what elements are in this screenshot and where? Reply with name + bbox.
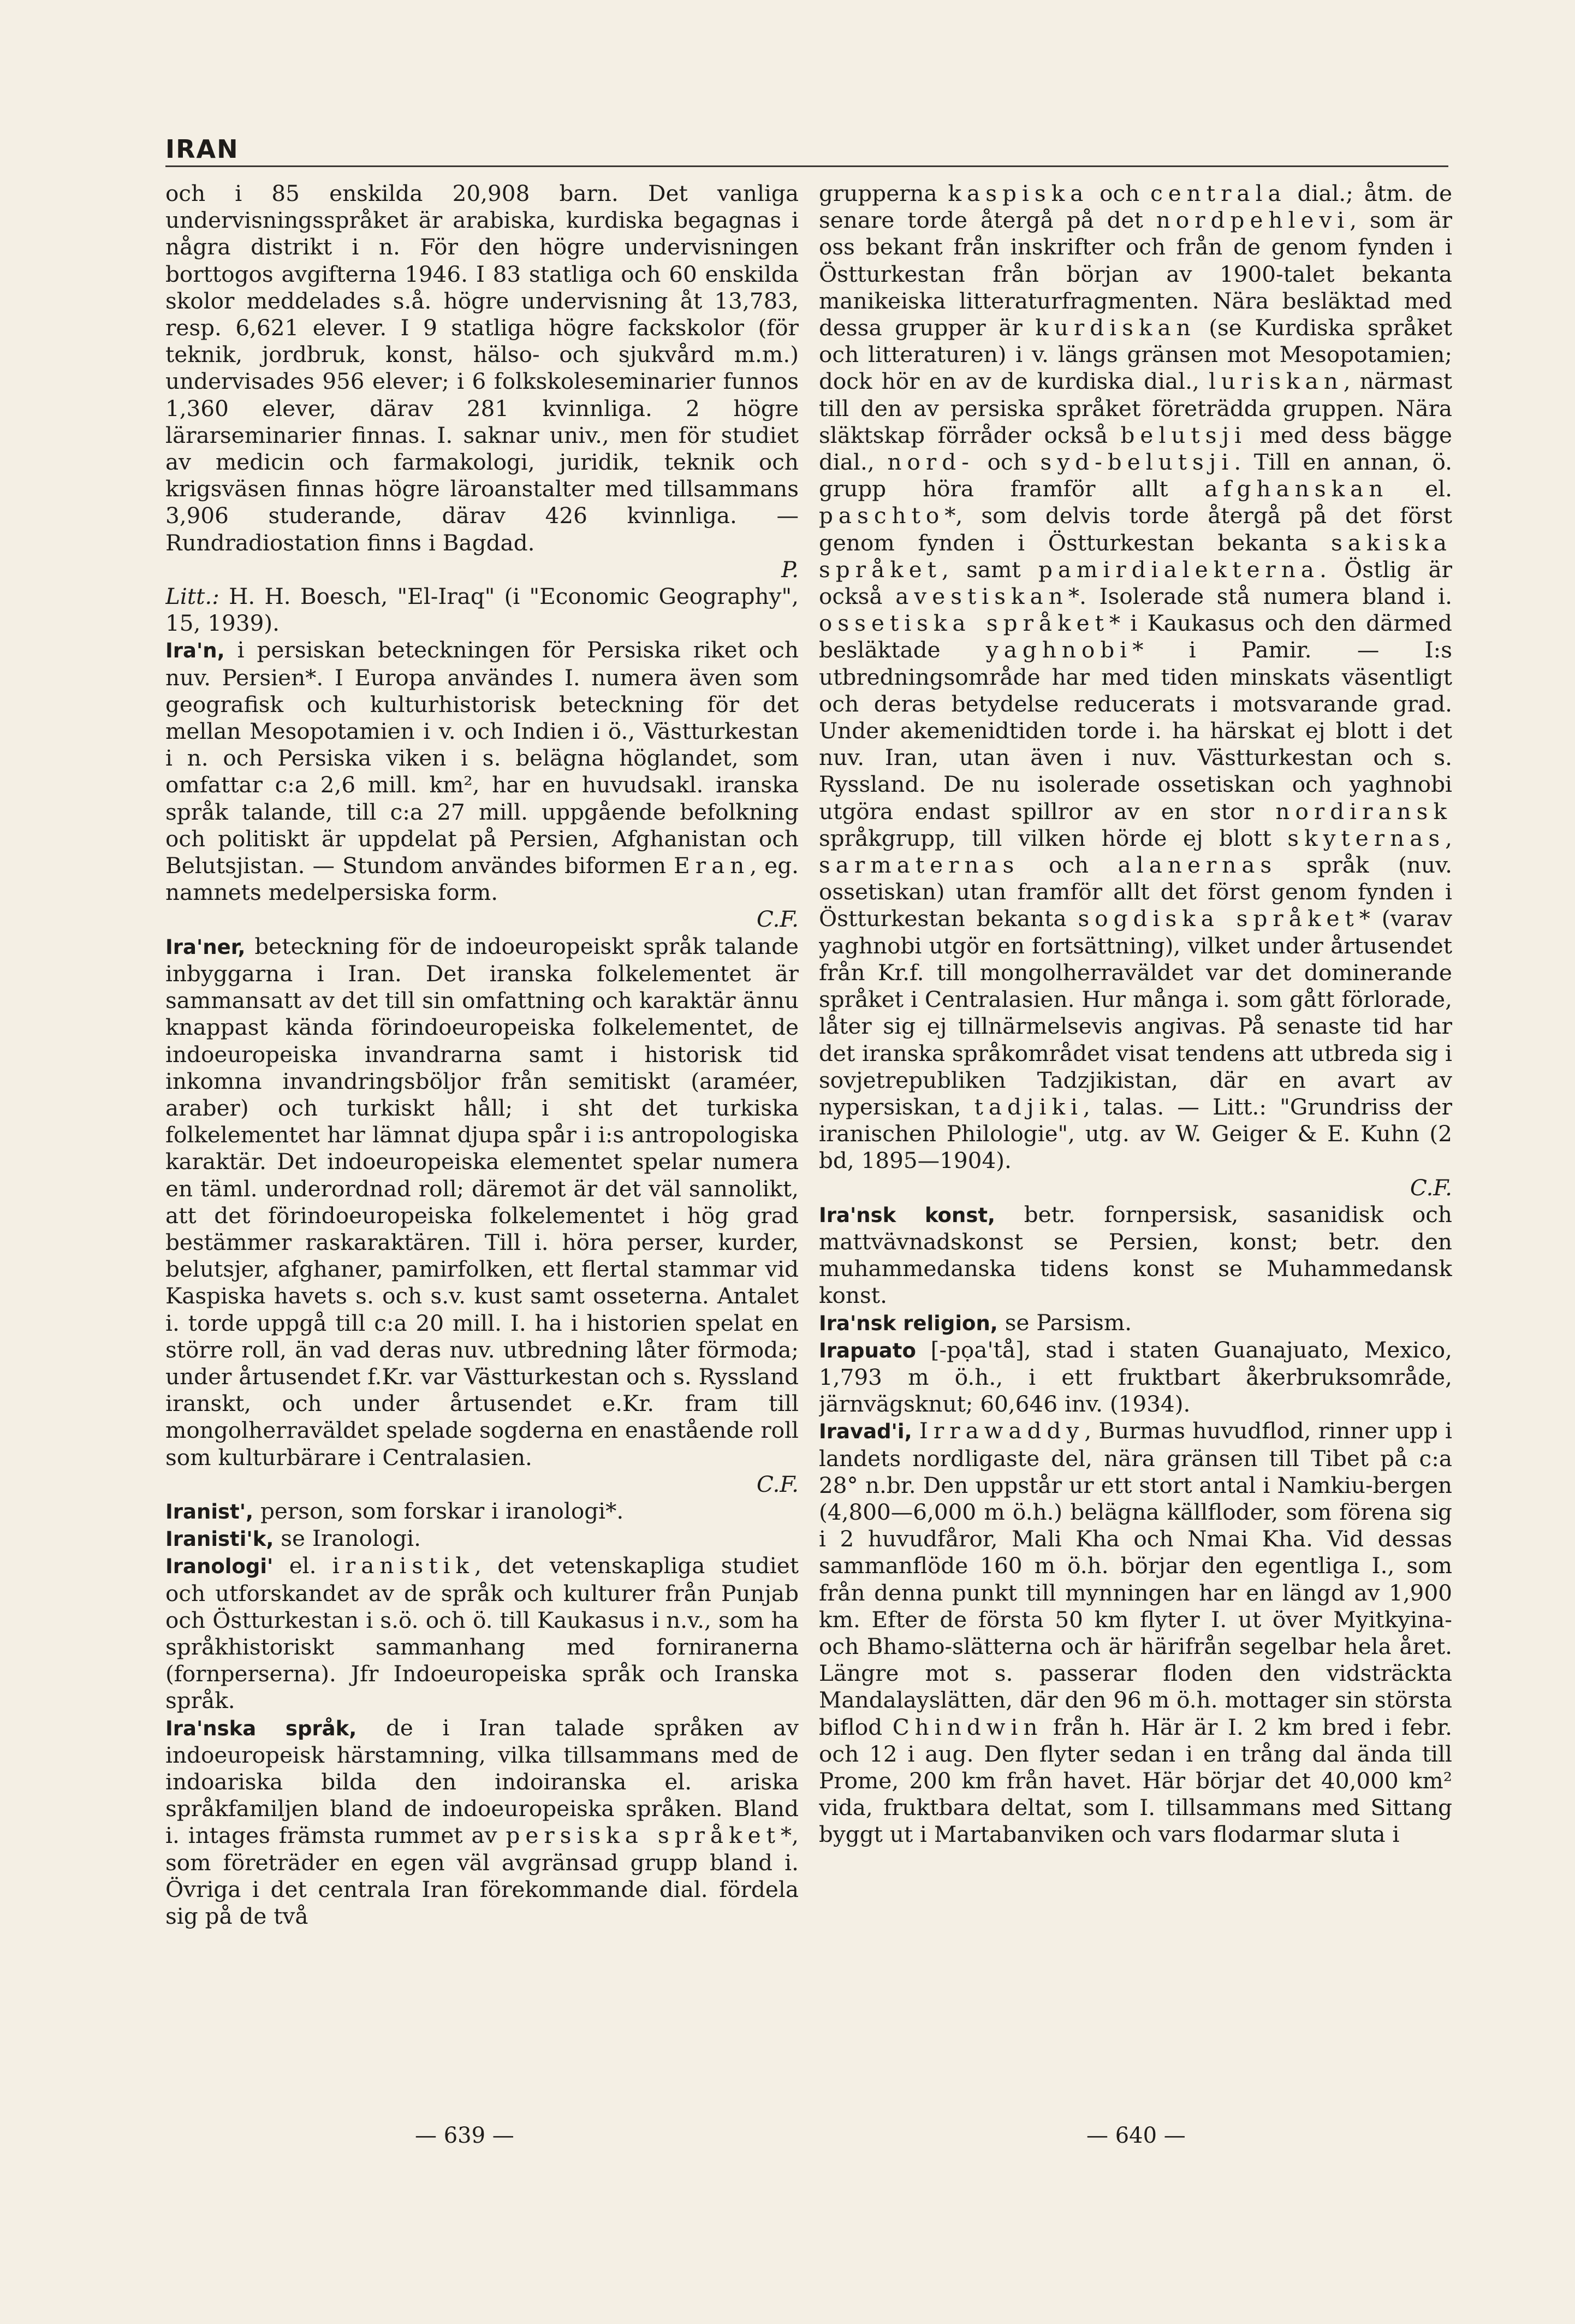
entry-text: och <box>987 449 1027 476</box>
headword: Iranist', <box>165 1499 254 1523</box>
entry-text: *. Isolerade stå numera bland i. <box>1068 583 1452 610</box>
entry-text: med dess bägge dial., <box>819 422 1452 476</box>
entry-text: , närmast till den av persiska språket företrädda gruppen. Nära släktskap förråder också <box>819 368 1452 448</box>
entry-text: se Parsism. <box>1005 1309 1132 1336</box>
spaced-term: avestiskan <box>895 583 1068 610</box>
spaced-term: kaspiska <box>948 180 1089 206</box>
headword: Ira'ner, <box>165 935 246 959</box>
entry-text: . Till en annan, ö. grupp höra framför allt <box>819 449 1452 502</box>
entry-text: och <box>1099 180 1140 206</box>
author-signature: C.F. <box>1410 1174 1452 1201</box>
entry-text: , samt <box>942 556 1021 583</box>
spaced-term: luriskan <box>1208 368 1344 395</box>
headword: Ira'nsk religion, <box>819 1311 998 1335</box>
entry-text: person, som forskar i iranologi*. <box>260 1497 624 1524</box>
headword: Ira'nsk konst, <box>819 1203 996 1227</box>
running-header: IRAN <box>165 134 239 164</box>
entry-iraner <box>165 933 799 1498</box>
entry-text: i persiskan beteckningen för Persiska riket och nuv. Persien*. I Europa användes I. numera även som geografisk och kulturhistorisk beteckning för det mellan Mesopotamien i v. och Indien i ö., Västturkestan i n. och Persiska viken i s. belägna höglandet, som omfattar c:a 2,6 mill. km², har en huvudsakl. iranska språk talande, till c:a 27 mill. uppgående befolkning och politiskt är uppdelat på Persien, Afghanistan och Belutsjistan. — Stundom användes biformen <box>165 637 799 879</box>
spaced-term: yaghnobi <box>985 637 1133 663</box>
entry-text: se Iranologi. <box>281 1525 421 1552</box>
entry-text: , eg. namnets medelpersiska form. <box>165 852 799 906</box>
entry-text: språkgrupp, till vilken hörde ej blott <box>819 825 1271 851</box>
spaced-term: iranistik <box>332 1552 474 1579</box>
spaced-term: nordpehlevi <box>1156 207 1350 234</box>
spaced-term: afghanskan <box>1204 476 1389 502</box>
spaced-term: centrala <box>1150 180 1287 206</box>
entry-text: . Östlig är också <box>819 556 1452 610</box>
entry-text: el. <box>1425 476 1452 502</box>
entry-text: de i Iran talade språken av indoeuropeisk härstamning, vilka tillsammans med de indoariska bilda den indoiranska el. ariska språkfamiljen bland de indoeuropeiska språken. Bland i. intages främsta rummet av <box>165 1714 799 1849</box>
spaced-term: kurdiskan <box>1035 315 1196 341</box>
spaced-term: pamirdialekterna <box>1038 556 1320 583</box>
entry-text: * i Pamir. — I:s utbredningsområde har med tiden minskats väsentligt och deras betydelse reducerats i motsvarande grad. Under akemenidtiden torde i. ha härskat ej blott i det nuv. Iran, utan även i nuv. Västturkestan och s. Ryssland. De nu isolerade ossetiskan och yaghnobi utgöra endast spillror av en stor <box>819 637 1452 825</box>
spaced-term: skyternas <box>1287 825 1446 851</box>
entry-text: (se Kurdiska språket och litteraturen) i v. längs gränsen mot Mesopotamien; dock hör en av de kurdiska dial., <box>819 315 1452 395</box>
spaced-term: sarmaternas <box>819 852 1020 879</box>
spaced-term: tadjiki <box>974 1093 1083 1120</box>
spaced-term: Irrawaddy <box>919 1418 1085 1444</box>
entry-text: betr. fornpersisk, sasanidisk och mattvävnadskonst se Persien, konst; betr. den muhammedanska tidens konst se Muhammedansk konst. <box>819 1201 1452 1309</box>
entry-iranska-sprak <box>165 1715 799 1930</box>
headword: Iranologi' <box>165 1555 274 1579</box>
spaced-term: Eran <box>674 852 750 879</box>
spaced-term: nord- <box>887 449 974 476</box>
left-column <box>165 180 799 2080</box>
author-signature: C.F. <box>756 906 799 933</box>
spaced-term: sakiska språket <box>819 529 1452 583</box>
spaced-term: paschto <box>819 502 945 529</box>
right-column <box>819 180 1452 2080</box>
headword: Irapuato <box>819 1338 916 1362</box>
header-rule <box>165 165 1448 167</box>
entry-text: , talas. — Litt.: "Grundriss der iranischen Philologie", utg. av W. Geiger & E. Kuhn (2 bd, 1895—1904). <box>819 1093 1452 1174</box>
literature-paragraph <box>165 583 799 637</box>
spaced-term: syd-belutsji <box>1040 449 1234 476</box>
author-signature: P. <box>781 556 799 583</box>
page-number-right: — 640 — <box>1086 2123 1186 2148</box>
spaced-term: belutsji <box>1120 422 1247 448</box>
entry-text: * i Kaukasus och den därmed besläktade <box>819 610 1452 663</box>
entry-text: * (varav yaghnobi utgör en fortsättning), vilket under årtusendet från Kr.f. till mongolherraväldet var det dominerande språket i Centralasien. Hur många i. som gått förlorade, låter sig ej tillnärmelsevis angivas. På senaste tid har det iranska språkområdet visat tendens att utbreda sig i sovjetrepubliken Tadzjikistan, där en avart av nypersiskan, <box>819 905 1452 1120</box>
iranska-sprak-continued <box>819 180 1452 1201</box>
entry-text: beteckning för de indoeuropeiskt språk talande inbyggarna i Iran. Det iranska folkelementet är sammansatt av det till sin omfattning och karaktär ännu knappast kända förindoeuropeiska folkelementet, de indoeuropeiska invandrarna samt i historisk tid inkomna invandringsböljor från semitiskt (araméer, araber) och turkiskt håll; i sht det turkiska folkelementet har lämnat djupa spår i i:s antropologiska karaktär. Det indoeuropeiska elementet spelar numera en täml. underordnad roll; däremot är det väl sannolikt, att det förindoeuropeiska folkelementet i hög grad bestämmer raskaraktären. Till i. höra perser, kurder, belutsjer, afghaner, pamirfolken, ett flertal stammar vid Kaspiska havets s. och s.v. kust samt osseterna. Antalet i. torde uppgå till c:a 20 mill. I. ha i historien spelat en större roll, än vad deras nuv. utbredning låter förmoda; under årtusendet f.Kr. var Västturkestan och s. Ryssland iranskt, och under årtusendet e.Kr. fram till mongolherraväldet spelade sogderna en enastående roll som kulturbärare i Centralasien. <box>165 933 799 1471</box>
entry-text: el. <box>289 1552 317 1579</box>
headword: Iravad'i, <box>819 1420 912 1444</box>
paragraph-text: och i 85 enskilda 20,908 barn. Det vanliga undervisningsspråket är arabiska, kurdiska begagnas i några distrikt i n. För den högre undervisningen borttogos avgifterna 1946. I 83 statliga och 60 enskilda skolor meddelades s.å. högre undervisning åt 13,783, resp. 6,621 elever. I 9 statliga högre fackskolor (för teknik, jordbruk, konst, hälso- och sjukvård m.m.) undervisades 956 elever; i 6 folkskoleseminarier funnos 1,360 elever, därav 281 kvinnliga. 2 högre lärarseminarier finnas. I. saknar univ., men för studiet av medicin och farmakologi, juridik, teknik och krigsväsen finnas högre läroanstalter med tillsammans 3,906 studerande, därav 426 kvinnliga. — Rundradiostation finns i Bagdad. <box>165 180 799 556</box>
entry-text: , det vetenskapliga studiet och utforskandet av de språk och kulturer från Punjab och Östturkestan i s.ö. och ö. till Kaukasus i n.v., som ha språkhistoriskt sammanhang med forniranerna (fornperserna). Jfr Indoeuropeiska språk och Iranska språk. <box>165 1552 799 1714</box>
entry-text: dial.; åtm. de senare torde återgå på det <box>819 180 1452 234</box>
entry-iran <box>165 637 799 933</box>
entry-iranologi <box>165 1552 799 1714</box>
entry-text: grupperna <box>819 180 937 206</box>
entry-iranistik <box>165 1525 799 1552</box>
page-number-left: — 639 — <box>415 2123 514 2148</box>
spaced-term: ossetiska språket <box>819 610 1109 637</box>
spaced-term: alanernas <box>1118 852 1277 879</box>
entry-iranist <box>165 1498 799 1525</box>
headword: Ira'n, <box>165 639 225 663</box>
author-signature: C.F. <box>756 1471 799 1497</box>
entry-text: och <box>1048 852 1089 879</box>
spaced-term: sogdiska språket <box>1078 905 1359 932</box>
spaced-term: nordiransk <box>1275 798 1452 825</box>
entry-text: , Burmas huvudflod, rinner upp i landets nordligaste del, nära gränsen till Tibet på c:a 28° n.br. Den uppstår ur ett stort antal i Namkiu-bergen (4,800—6,000 m ö.h.) belägna källfloder, som förena sig i 2 huvudfåror, Mali Kha och Nmai Kha. Vid dessas sammanflöde 160 m ö.h. börjar den egentliga I., som från denna punkt till mynningen har en längd av 1,900 km. Efter de första 50 km flyter I. ut över Myitkyina- och Bhamo-slätterna och är härifrån segelbar hela året. Längre mot s. passerar floden den vidsträckta Mandalayslätten, där den 96 m ö.h. mottager sin största biflod <box>819 1418 1452 1740</box>
entry-iravadi <box>819 1418 1452 1848</box>
entry-text: , som är oss bekant från inskrifter och från de genom fynden i Östturkestan från början av 1900-talet bekanta manikeiska litteraturfragmenten. Nära besläktad med dessa grupper är <box>819 207 1452 341</box>
headword: Ira'nska språk, <box>165 1716 357 1740</box>
entry-iransk-konst <box>819 1201 1452 1309</box>
entry-text: språk (nuv. ossetiskan) utan framför allt det först genom fynden i Östturkestan bekanta <box>819 852 1452 932</box>
entry-text: *, som företräder en egen väl avgränsad grupp bland i. Övriga i det centrala Iran förekommande dial. fördela sig på de två <box>165 1822 799 1929</box>
litt-label: Litt.: <box>165 583 219 610</box>
spaced-term: persiska språket <box>506 1822 781 1849</box>
entry-iransk-religion <box>819 1309 1452 1337</box>
entry-text: [-pọa'tå], stad i staten Guanajuato, Mexico, 1,793 m ö.h., i ett fruktbart åkerbruksområde, järnvägsknut; 60,646 inv. (1934). <box>819 1336 1452 1418</box>
entry-irapuato <box>819 1337 1452 1418</box>
entry-text: , <box>1445 825 1452 851</box>
headword: Iranisti'k, <box>165 1527 274 1551</box>
entry-text: *, som delvis torde återgå på det först genom fynden i Östturkestan bekanta <box>819 502 1452 556</box>
literature-text: H. H. Boesch, "El-Iraq" (i "Economic Geography", 15, 1939). <box>165 583 799 637</box>
iraq-education-paragraph <box>165 180 799 583</box>
entry-text: från h. Här är I. 2 km bred i febr. och 12 i aug. Den flyter sedan i en trång dal ända till Prome, 200 km från havet. Här börjar det 40,000 km² vida, fruktbara deltat, som I. tillsammans med Sittang byggt ut i Martabanviken och vars flodarmar sluta i <box>819 1714 1452 1848</box>
spaced-term: Chindwin <box>892 1714 1043 1740</box>
